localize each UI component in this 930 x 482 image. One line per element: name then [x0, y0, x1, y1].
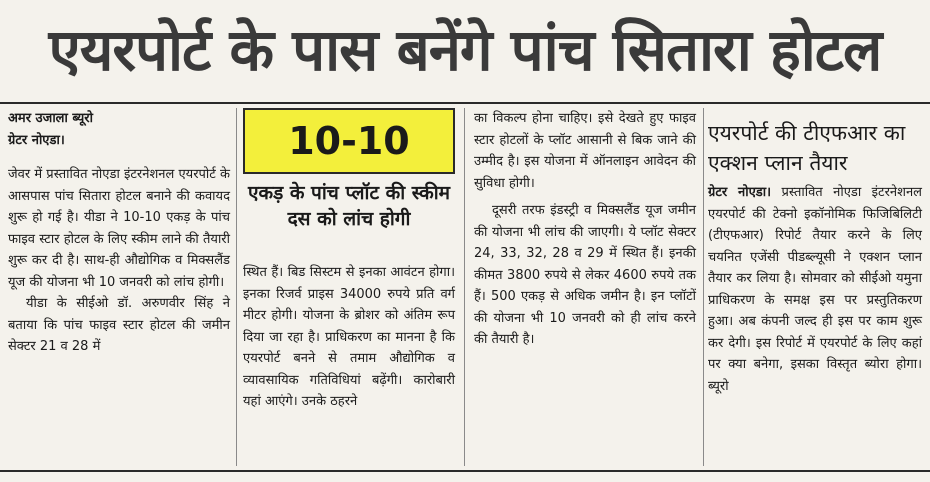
headline-rule — [0, 102, 930, 104]
col1-paragraph-2: यीडा के सीईओ डॉ. अरुणवीर सिंह ने बताया कि पांच फाइव स्टार होटल की जमीन सेक्टर 21 व 28 में — [8, 296, 230, 354]
column-divider-3 — [703, 108, 704, 466]
col3-paragraph-2: दूसरी तरफ इंडस्ट्री व मिक्सलैंड यूज जमीन की योजना भी लांच की जाएगी। ये प्लॉट सेक्टर 24, 33, 32, 28 व 29 में स्थित हैं। इनकी कीमत 3800 रुपये से लेकर 4600 रुपये तक हैं। 500 एकड़ से अधिक जमीन है। इन प्लॉटों की योजना भी 10 जनवरी को ही लांच करने की तैयारी है। — [474, 203, 696, 347]
col3-paragraph-1: का विकल्प होना चाहिए। इसे देखते हुए फाइव स्टार होटलों के प्लॉट आसानी से बिक जाने की उम्मीद है। इस योजना में ऑनलाइन आवेदन की सुविधा होगी। — [474, 111, 696, 191]
byline-dateline: ग्रेटर नोएडा। — [8, 133, 65, 148]
col1-paragraph-1: जेवर में प्रस्तावित नोएडा इंटरनेशनल एयरपोर्ट के आसपास पांच सितारा होटल बनाने की कवायद शुरू हो गई है। यीडा ने 10-10 एकड़ के पांच फाइव स्टार होटल के लिए स्कीम लाने की तैयारी शुरू कर दी है। साथ-ही औद्योगिक व मिक्सलैंड यूज की योजना भी 10 जनवरी को लांच होगी। — [8, 167, 230, 290]
column-4 — [708, 182, 922, 397]
column-divider-2 — [464, 108, 465, 466]
byline-source: अमर उजाला ब्यूरो — [8, 111, 93, 126]
side-story-paragraph: प्रस्तावित नोएडा इंटरनेशनल एयरपोर्ट की टेक्नो इकॉनोमिक फिजिबिलिटी (टीएफआर) रिपोर्ट तैयार करने के लिए चयनित एजेंसी पीडब्ल्यूसी ने एक्शन प्लान तैयार कर लिया है। सोमवार को सीईओ यमुना प्राधिकरण के समक्ष इस पर प्रस्तुतिकरण हुआ। अब कंपनी जल्द ही इस पर काम शुरू कर देगी। इस रिपोर्ट में एयरपोर्ट के लिए कहां पर क्या बनेगा, इसका विस्तृत ब्योरा होगा। ब्यूरो — [708, 185, 923, 394]
side-story-title: एयरपोर्ट की टीएफआर का एक्शन प्लान तैयार — [708, 121, 906, 175]
col2-paragraph-1: स्थित हैं। बिड सिस्टम से इनका आवंटन होगा। इनका रिजर्व प्राइस 34000 रुपये प्रति वर्ग मीटर होगी। योजना के ब्रोशर को अंतिम रूप दिया जा रहा है। प्राधिकरण का मानना है कि एयरपोर्ट बनने से तमाम औद्योगिक व व्यावसायिक गतिविधियां बढ़ेंगी। कारोबारी यहां आएंगे। उनके ठहरने — [243, 265, 455, 409]
highlight-box: 10-10 — [243, 108, 455, 174]
side-story-dateline: ग्रेटर नोएडा। — [708, 185, 772, 200]
headline: एयरपोर्ट के पास बनेंगे पांच सितारा होटल — [48, 16, 882, 84]
column-1 — [8, 108, 230, 358]
column-3 — [474, 108, 696, 351]
column-2 — [243, 262, 455, 413]
bottom-rule — [0, 470, 930, 472]
column-divider-1 — [236, 108, 237, 466]
sub-headline: एकड़ के पांच प्लॉट की स्कीम दस को लांच होगी — [247, 182, 451, 230]
